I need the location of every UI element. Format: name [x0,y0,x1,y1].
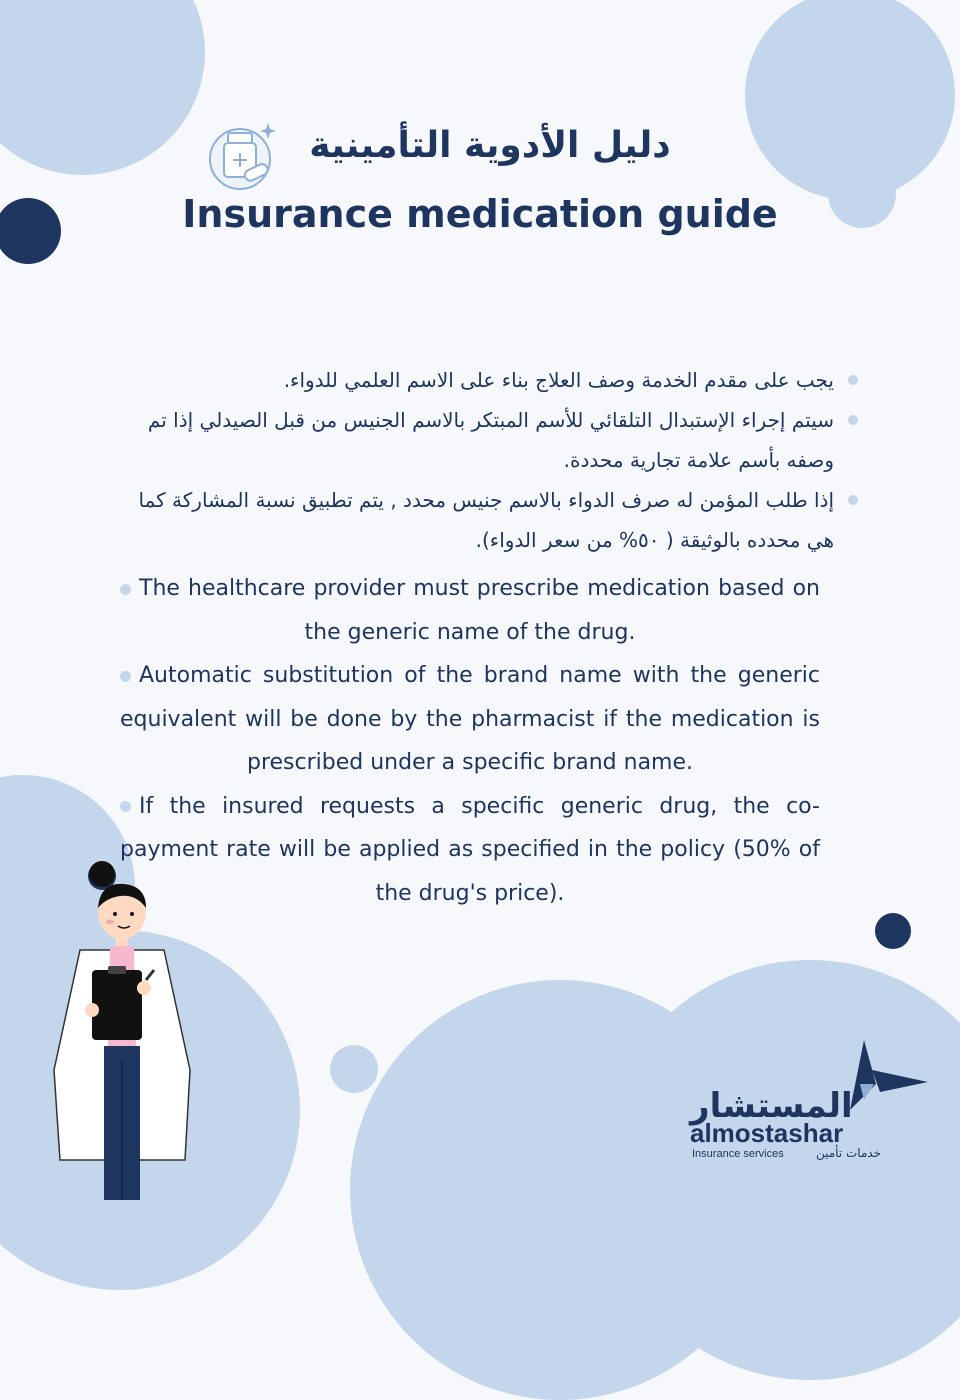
bg-circle-bottom-small [330,1045,378,1093]
arabic-points-list [130,360,850,560]
english-points-list [120,567,820,915]
english-point: The healthcare provider must prescribe medication based on the generic name of the drug. [120,567,820,654]
bullet-icon [120,584,131,595]
brand-logo [690,1040,940,1170]
arabic-point: سيتم إجراء الإستبدال التلقائي للأسم المبتكر بالاسم الجنيس من قبل الصيدلي إذا تم وصفه بأسم علامة تجارية محددة. [130,400,850,480]
logo-name-english: almostashar [690,1118,844,1148]
page-title-english: Insurance medication guide [182,192,778,236]
logo-tagline-english: Insurance services [692,1148,784,1160]
bullet-icon [848,375,858,385]
bullet-icon [120,671,131,682]
logo-tagline-arabic: خدمات تأمين [816,1146,882,1160]
doctor-illustration [40,860,210,1200]
bg-dot-right [875,913,911,949]
arabic-point: يجب على مقدم الخدمة وصف العلاج بناء على الاسم العلمي للدواء. [130,360,850,400]
english-point: Automatic substitution of the brand name with the generic equivalent will be done by the pharmacist if the medication is prescribed under a specific brand name. [120,663,820,775]
arabic-point: إذا طلب المؤمن له صرف الدواء بالاسم جنيس محدد , يتم تطبيق نسبة المشاركة كما هي محدده بالوثيقة ( ٥٠% من سعر الدواء). [130,480,850,560]
bullet-icon [120,801,131,812]
bullet-icon [848,495,858,505]
page-title-arabic: دليل الأدوية التأمينية [309,125,671,166]
english-point: If the insured requests a specific generic drug, the co-payment rate will be applied as specified in the policy (50% of the drug's price). [120,793,820,906]
bg-circle-top-left [0,0,205,175]
logo-name-arabic: المستشار [690,1086,853,1126]
medicine-bottle-icon [206,115,286,195]
bullet-icon [848,415,858,425]
